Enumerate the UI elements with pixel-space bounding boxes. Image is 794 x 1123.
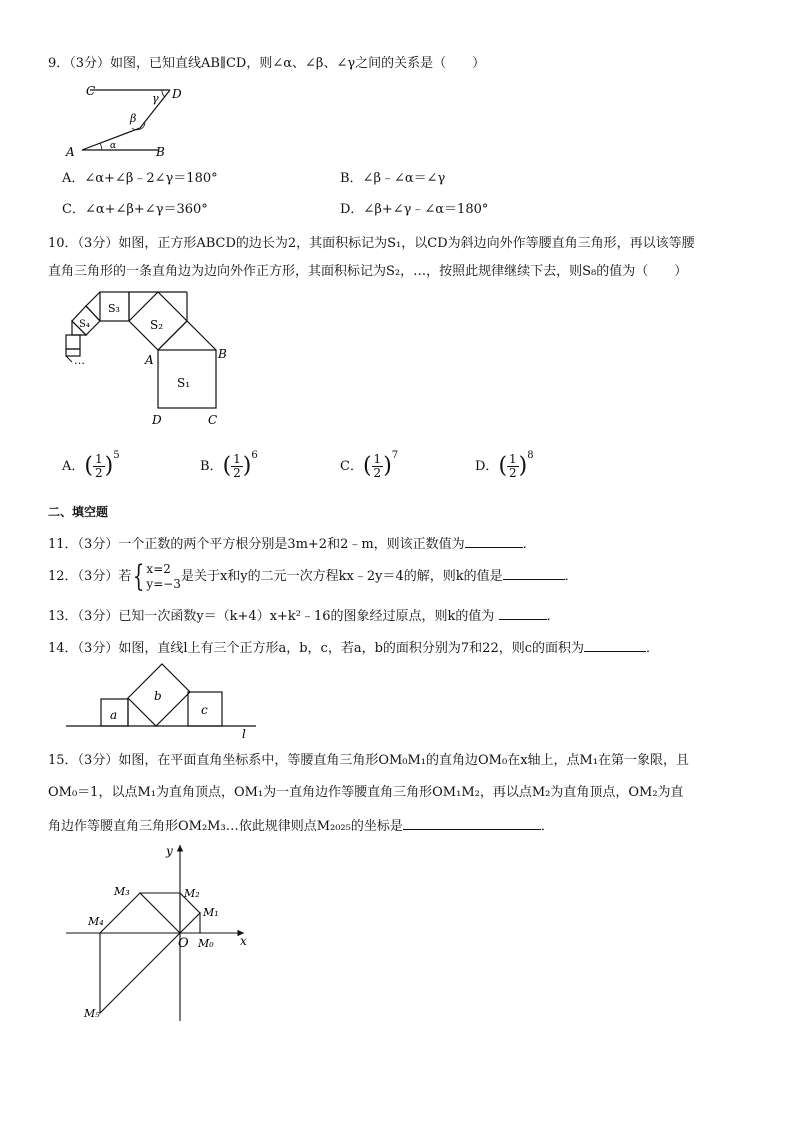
q14-figure	[66, 664, 266, 739]
label-M3: M₃	[114, 885, 130, 898]
q15-figure	[66, 843, 266, 1023]
q10-figure	[62, 292, 242, 432]
q15-line1: 15．（3分）如图，在平面直角坐标系中，等腰直角三角形OM₀M₁的直角边OM₀在x轴上，点M₁在第一象限，且	[48, 753, 690, 768]
answer-blank[interactable]	[465, 534, 523, 548]
q14: 14．（3分）如图，直线l上有三个正方形a，b，c，若a，b的面积分别为7和22，则c的面积为 ．	[48, 638, 659, 658]
label-A: A	[145, 353, 154, 367]
q10-option-d: D．( $\frac{1}{2}$ )$^8$	[475, 450, 534, 480]
fig-dots: …	[74, 354, 85, 367]
label-B: B	[218, 347, 227, 361]
label-y: y	[166, 844, 173, 858]
label-alpha: α	[110, 141, 117, 151]
label-D: D	[172, 87, 182, 101]
label-D: D	[152, 413, 162, 427]
label-c: c	[201, 703, 208, 717]
label-M0: M₀	[198, 937, 214, 950]
q13: 13．（3分）已知一次函数y＝（k+4）x+k²﹣16的图象经过原点，则k的值为 ．	[48, 606, 560, 626]
q10-option-a: A．( $\frac{1}{2}$ )$^5$	[62, 450, 120, 480]
label-C: C	[86, 84, 96, 98]
q9-option-a: A．∠α+∠β﹣2∠γ＝180°	[62, 171, 218, 186]
label-O: O	[178, 936, 189, 951]
q10-line1: 10．（3分）如图，正方形ABCD的边长为2，其面积标记为S₁，以CD为斜边向外作等腰直角三角形，再以该等腰	[48, 236, 695, 251]
q10-option-c: C．( $\frac{1}{2}$ )$^7$	[340, 450, 399, 480]
label-A: A	[66, 145, 75, 159]
label-M5: M₅	[84, 1007, 100, 1020]
label-S4: S₄	[79, 319, 90, 330]
q12: 12．（3分）若{ x=2 y=−3 是关于x和y的二元一次方程kx﹣2y＝4的解，则k的值是 ．	[48, 558, 578, 594]
label-M1: M₁	[203, 906, 219, 919]
label-S2: S₂	[150, 318, 164, 332]
label-C: C	[208, 413, 218, 427]
label-a: a	[110, 708, 118, 722]
q9-figure	[60, 82, 260, 162]
q9-option-c: C．∠α+∠β+∠γ＝360°	[62, 202, 208, 217]
q10-line2: 直角三角形的一条直角边为边向外作正方形，其面积标记为S₂，…，按照此规律继续下去，则S₈的值为（ ）	[48, 264, 688, 279]
label-S3: S₃	[108, 302, 120, 315]
label-x: x	[240, 934, 247, 948]
label-M2: M₂	[184, 887, 200, 900]
q15-line2: OM₀＝1，以点M₁为直角顶点，OM₁为一直角边作等腰直角三角形OM₁M₂，再以点M₂为直角顶点，OM₂为直	[48, 785, 684, 800]
q9-option-d: D．∠β+∠γ﹣∠α＝180°	[340, 202, 489, 217]
section-title: 二、填空题	[48, 505, 109, 519]
q9-option-b: B．∠β﹣∠α＝∠γ	[340, 171, 446, 186]
label-beta: β	[130, 112, 137, 125]
label-B: B	[156, 145, 165, 159]
label-S1: S₁	[177, 376, 191, 390]
label-b: b	[154, 689, 162, 703]
label-l: l	[242, 727, 246, 741]
q10-option-b: B．( $\frac{1}{2}$ )$^6$	[200, 450, 258, 480]
label-M4: M₄	[88, 915, 104, 928]
q9-stem: 9．（3分）如图，已知直线AB∥CD，则∠α、∠β、∠γ之间的关系是（ ）	[48, 56, 486, 71]
answer-blank[interactable]	[499, 606, 547, 620]
answer-blank[interactable]	[503, 566, 565, 580]
answer-blank[interactable]	[403, 816, 541, 830]
label-gamma: γ	[152, 92, 159, 105]
q15-line3: 角边作等腰直角三角形OM₂M₃…依此规律则点M₂₀₂₅的坐标是 ．	[48, 816, 554, 836]
q11: 11．（3分）一个正数的两个平方根分别是3m+2和2﹣m，则该正数值为 ．	[48, 534, 536, 554]
answer-blank[interactable]	[584, 638, 646, 652]
